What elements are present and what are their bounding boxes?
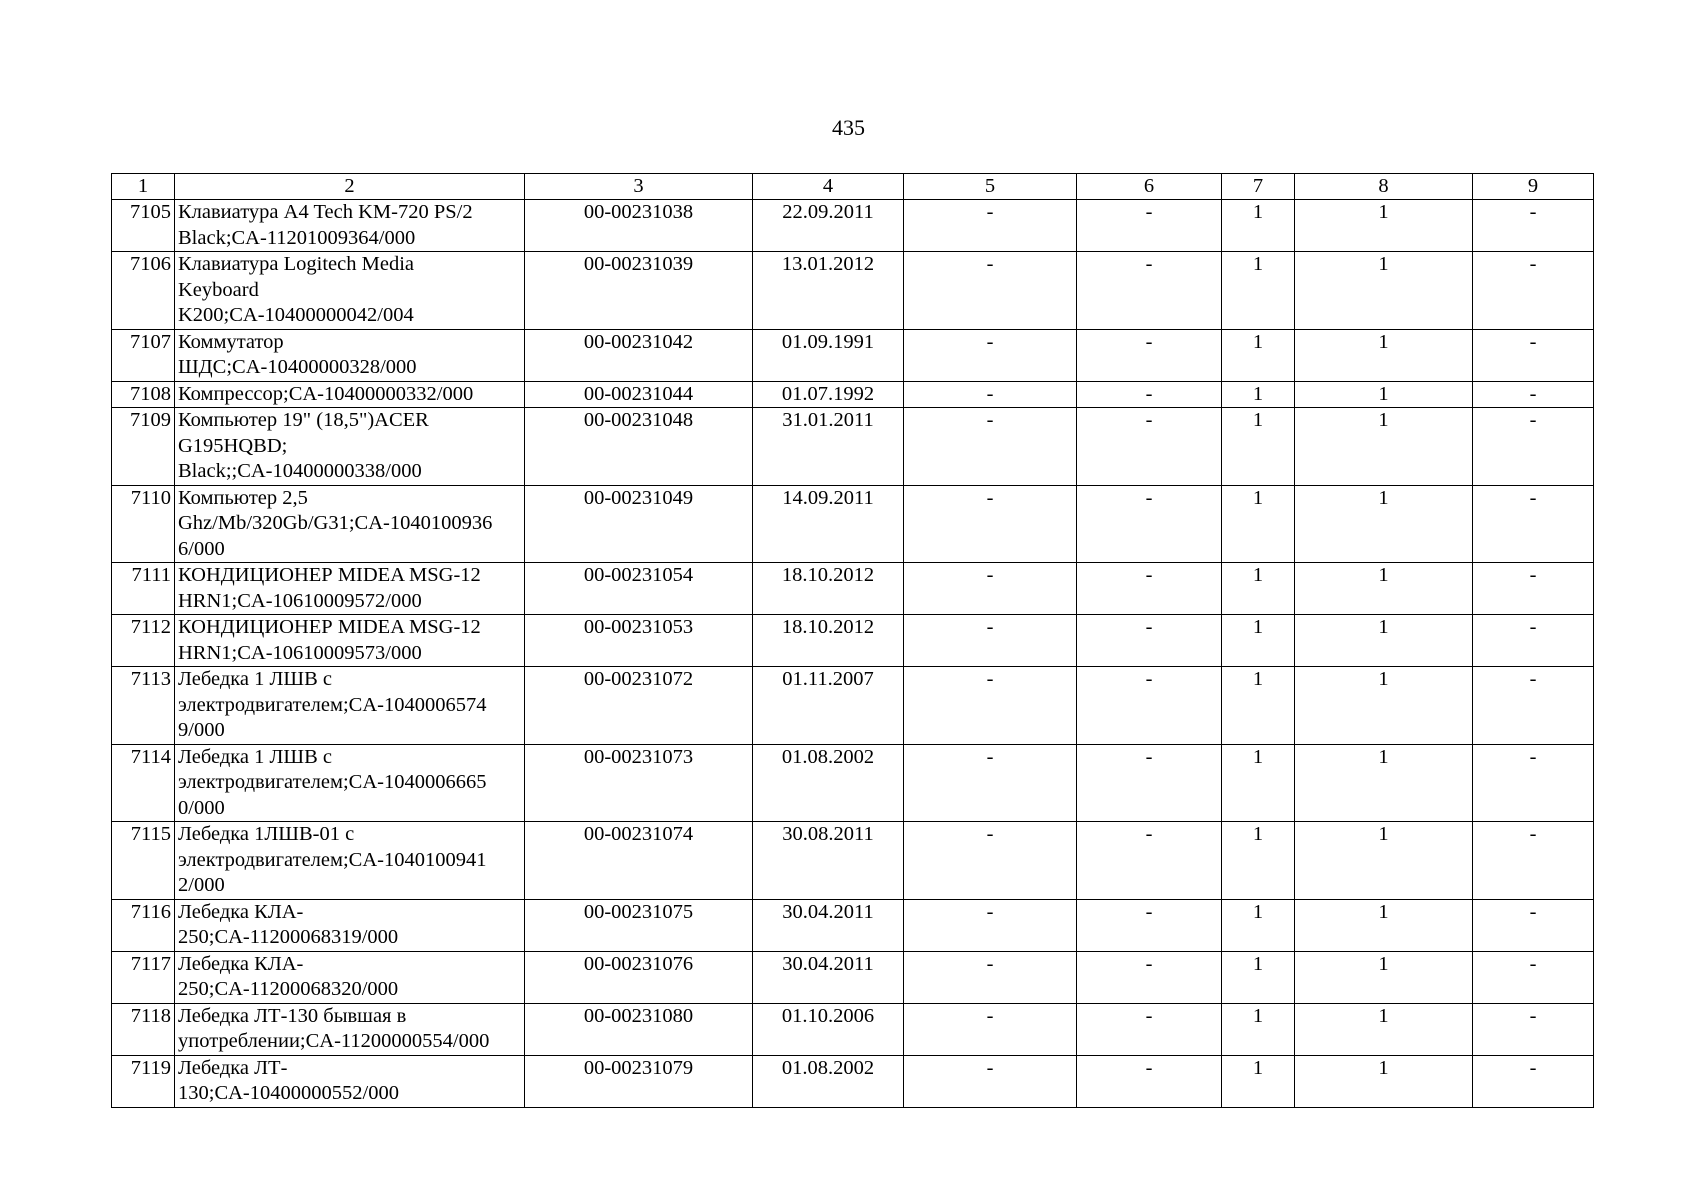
item-name-line: 6/000 [178, 537, 225, 560]
column-header: 5 [904, 174, 1077, 200]
col-6-value: - [1077, 408, 1222, 486]
item-name-line: 250;CA-11200068319/000 [178, 926, 399, 948]
col-6-value: - [1077, 667, 1222, 745]
item-name-line: Коммутатор [178, 330, 284, 353]
inventory-code: 00-00231074 [525, 822, 753, 900]
col-7-value: 1 [1222, 252, 1295, 330]
item-name-line: Ghz/Mb/320Gb/G31;CA-1040100936 [178, 512, 493, 534]
col-7-value: 1 [1222, 200, 1295, 252]
table-row [112, 822, 1594, 900]
table-row [112, 951, 1594, 1003]
item-name [175, 951, 525, 1003]
inventory-code: 00-00231049 [525, 485, 753, 563]
row-number: 7117 [112, 951, 175, 1003]
col-5-value: - [904, 899, 1077, 951]
item-name-line: K200;CA-10400000042/004 [178, 304, 414, 326]
item-name [175, 744, 525, 822]
inventory-code: 00-00231079 [525, 1055, 753, 1107]
table-row [112, 252, 1594, 330]
item-name [175, 1055, 525, 1107]
row-number: 7107 [112, 329, 175, 381]
col-5-value: - [904, 485, 1077, 563]
col-7-value: 1 [1222, 615, 1295, 667]
col-7-value: 1 [1222, 329, 1295, 381]
date: 31.01.2011 [753, 408, 904, 486]
col-5-value: - [904, 951, 1077, 1003]
table-row [112, 1003, 1594, 1055]
col-6-value: - [1077, 381, 1222, 408]
col-8-value: 1 [1295, 951, 1473, 1003]
item-name-line: Лебедка 1 ЛШВ с [178, 668, 333, 690]
date: 13.01.2012 [753, 252, 904, 330]
item-name-line: 2/000 [178, 874, 225, 896]
col-8-value: 1 [1295, 822, 1473, 900]
col-9-value: - [1473, 899, 1594, 951]
col-7-value: 1 [1222, 899, 1295, 951]
col-9-value: - [1473, 1003, 1594, 1055]
col-9-value: - [1473, 381, 1594, 408]
col-8-value: 1 [1295, 200, 1473, 252]
col-9-value: - [1473, 329, 1594, 381]
table-row [112, 381, 1594, 408]
item-name-line: Компьютер 19" (18,5")ACER [178, 409, 429, 431]
header-row [112, 174, 1594, 200]
item-name [175, 1003, 525, 1055]
col-8-value: 1 [1295, 615, 1473, 667]
col-5-value: - [904, 822, 1077, 900]
item-name-line: Компьютер 2,5 [178, 486, 308, 509]
item-name-line: электродвигателем;CA-1040006574 [178, 693, 487, 716]
col-9-value: - [1473, 744, 1594, 822]
col-6-value: - [1077, 200, 1222, 252]
item-name-line: Лебедка 1 ЛШВ с [178, 745, 333, 768]
row-number: 7110 [112, 485, 175, 563]
row-number: 7106 [112, 252, 175, 330]
inventory-table [111, 173, 1594, 1108]
col-6-value: - [1077, 563, 1222, 615]
table-row [112, 485, 1594, 563]
col-8-value: 1 [1295, 1055, 1473, 1107]
col-7-value: 1 [1222, 1003, 1295, 1055]
table-row [112, 615, 1594, 667]
col-8-value: 1 [1295, 667, 1473, 745]
col-9-value: - [1473, 563, 1594, 615]
item-name-line: Black;;CA-10400000338/000 [178, 460, 422, 482]
table-row [112, 563, 1594, 615]
item-name-line: КОНДИЦИОНЕР MIDEA MSG-12 [178, 564, 481, 586]
col-7-value: 1 [1222, 1055, 1295, 1107]
row-number: 7108 [112, 381, 175, 408]
item-name [175, 485, 525, 563]
row-number: 7109 [112, 408, 175, 486]
date: 01.09.1991 [753, 329, 904, 381]
date: 30.04.2011 [753, 951, 904, 1003]
col-9-value: - [1473, 822, 1594, 900]
item-name [175, 563, 525, 615]
col-5-value: - [904, 667, 1077, 745]
row-number: 7105 [112, 200, 175, 252]
item-name-line: электродвигателем;CA-1040100941 [178, 848, 487, 871]
inventory-code: 00-00231044 [525, 381, 753, 408]
table-row [112, 667, 1594, 745]
item-name-line: HRN1;CA-10610009573/000 [178, 641, 422, 664]
col-7-value: 1 [1222, 563, 1295, 615]
column-header: 4 [753, 174, 904, 200]
col-5-value: - [904, 615, 1077, 667]
item-name [175, 822, 525, 900]
inventory-code: 00-00231054 [525, 563, 753, 615]
col-6-value: - [1077, 744, 1222, 822]
item-name-line: 250;CA-11200068320/000 [178, 978, 399, 1000]
item-name [175, 667, 525, 745]
item-name [175, 615, 525, 667]
col-8-value: 1 [1295, 1003, 1473, 1055]
col-8-value: 1 [1295, 329, 1473, 381]
inventory-code: 00-00231053 [525, 615, 753, 667]
row-number: 7111 [112, 563, 175, 615]
inventory-code: 00-00231038 [525, 200, 753, 252]
inventory-code: 00-00231042 [525, 329, 753, 381]
col-9-value: - [1473, 615, 1594, 667]
col-5-value: - [904, 744, 1077, 822]
page-number: 435 [832, 115, 865, 140]
col-5-value: - [904, 200, 1077, 252]
col-8-value: 1 [1295, 899, 1473, 951]
item-name-line: Компрессор;CA-10400000332/000 [178, 382, 474, 405]
date: 01.08.2002 [753, 1055, 904, 1107]
col-5-value: - [904, 1003, 1077, 1055]
col-6-value: - [1077, 822, 1222, 900]
item-name-line: Лебедка КЛА- [178, 952, 304, 975]
col-9-value: - [1473, 252, 1594, 330]
table-header [112, 174, 1594, 200]
item-name [175, 252, 525, 330]
item-name [175, 899, 525, 951]
date: 22.09.2011 [753, 200, 904, 252]
date: 01.10.2006 [753, 1003, 904, 1055]
column-header: 2 [175, 174, 525, 200]
item-name-line: HRN1;CA-10610009572/000 [178, 589, 422, 612]
col-7-value: 1 [1222, 381, 1295, 408]
row-number: 7115 [112, 822, 175, 900]
item-name-line: употреблении;CA-11200000554/000 [178, 1030, 490, 1052]
col-8-value: 1 [1295, 252, 1473, 330]
col-9-value: - [1473, 667, 1594, 745]
col-8-value: 1 [1295, 563, 1473, 615]
col-6-value: - [1077, 1055, 1222, 1107]
col-5-value: - [904, 408, 1077, 486]
item-name-line: Keyboard [178, 278, 259, 301]
item-name [175, 381, 525, 408]
col-6-value: - [1077, 485, 1222, 563]
col-7-value: 1 [1222, 951, 1295, 1003]
date: 01.08.2002 [753, 744, 904, 822]
col-6-value: - [1077, 252, 1222, 330]
col-7-value: 1 [1222, 408, 1295, 486]
row-number: 7112 [112, 615, 175, 667]
table-row [112, 329, 1594, 381]
column-header: 7 [1222, 174, 1295, 200]
item-name-line: 130;CA-10400000552/000 [178, 1082, 399, 1104]
inventory-code: 00-00231039 [525, 252, 753, 330]
row-number: 7113 [112, 667, 175, 745]
date: 14.09.2011 [753, 485, 904, 563]
column-header: 6 [1077, 174, 1222, 200]
col-9-value: - [1473, 485, 1594, 563]
col-6-value: - [1077, 1003, 1222, 1055]
table-body [112, 200, 1594, 1108]
inventory-code: 00-00231076 [525, 951, 753, 1003]
col-8-value: 1 [1295, 381, 1473, 408]
col-8-value: 1 [1295, 485, 1473, 563]
col-7-value: 1 [1222, 667, 1295, 745]
inventory-code: 00-00231073 [525, 744, 753, 822]
col-7-value: 1 [1222, 744, 1295, 822]
item-name-line: Black;CA-11201009364/000 [178, 226, 416, 249]
row-number: 7118 [112, 1003, 175, 1055]
inventory-code: 00-00231072 [525, 667, 753, 745]
date: 30.08.2011 [753, 822, 904, 900]
item-name [175, 408, 525, 486]
date: 01.11.2007 [753, 667, 904, 745]
table-row [112, 408, 1594, 486]
item-name-line: Клавиатура A4 Tech KM-720 PS/2 [178, 201, 473, 223]
table-row [112, 1055, 1594, 1107]
item-name-line: 0/000 [178, 796, 225, 819]
item-name-line: Лебедка КЛА- [178, 900, 304, 923]
item-name-line: ШДС;CA-10400000328/000 [178, 356, 417, 378]
row-number: 7119 [112, 1055, 175, 1107]
col-5-value: - [904, 563, 1077, 615]
table-row [112, 200, 1594, 252]
date: 18.10.2012 [753, 563, 904, 615]
item-name-line: Лебедка ЛТ- [178, 1056, 288, 1079]
col-8-value: 1 [1295, 744, 1473, 822]
column-header: 9 [1473, 174, 1594, 200]
item-name-line: Лебедка 1ЛШВ-01 с [178, 823, 355, 845]
col-9-value: - [1473, 200, 1594, 252]
column-header: 3 [525, 174, 753, 200]
col-7-value: 1 [1222, 822, 1295, 900]
col-9-value: - [1473, 1055, 1594, 1107]
item-name-line: Клавиатура Logitech Media [178, 253, 414, 275]
row-number: 7116 [112, 899, 175, 951]
item-name-line: Лебедка ЛТ-130 бывшая в [178, 1004, 407, 1027]
row-number: 7114 [112, 744, 175, 822]
col-6-value: - [1077, 899, 1222, 951]
col-9-value: - [1473, 951, 1594, 1003]
col-7-value: 1 [1222, 485, 1295, 563]
col-6-value: - [1077, 951, 1222, 1003]
column-header: 8 [1295, 174, 1473, 200]
col-6-value: - [1077, 615, 1222, 667]
item-name [175, 200, 525, 252]
item-name-line: G195HQBD; [178, 434, 288, 457]
inventory-code: 00-00231048 [525, 408, 753, 486]
date: 30.04.2011 [753, 899, 904, 951]
col-9-value: - [1473, 408, 1594, 486]
inventory-code: 00-00231075 [525, 899, 753, 951]
column-header: 1 [112, 174, 175, 200]
col-5-value: - [904, 329, 1077, 381]
col-5-value: - [904, 1055, 1077, 1107]
item-name-line: электродвигателем;CA-1040006665 [178, 771, 487, 793]
col-5-value: - [904, 252, 1077, 330]
table-row [112, 744, 1594, 822]
inventory-code: 00-00231080 [525, 1003, 753, 1055]
item-name-line: КОНДИЦИОНЕР MIDEA MSG-12 [178, 616, 481, 638]
col-8-value: 1 [1295, 408, 1473, 486]
date: 01.07.1992 [753, 381, 904, 408]
table-row [112, 899, 1594, 951]
item-name [175, 329, 525, 381]
col-6-value: - [1077, 329, 1222, 381]
date: 18.10.2012 [753, 615, 904, 667]
item-name-line: 9/000 [178, 719, 225, 741]
col-5-value: - [904, 381, 1077, 408]
